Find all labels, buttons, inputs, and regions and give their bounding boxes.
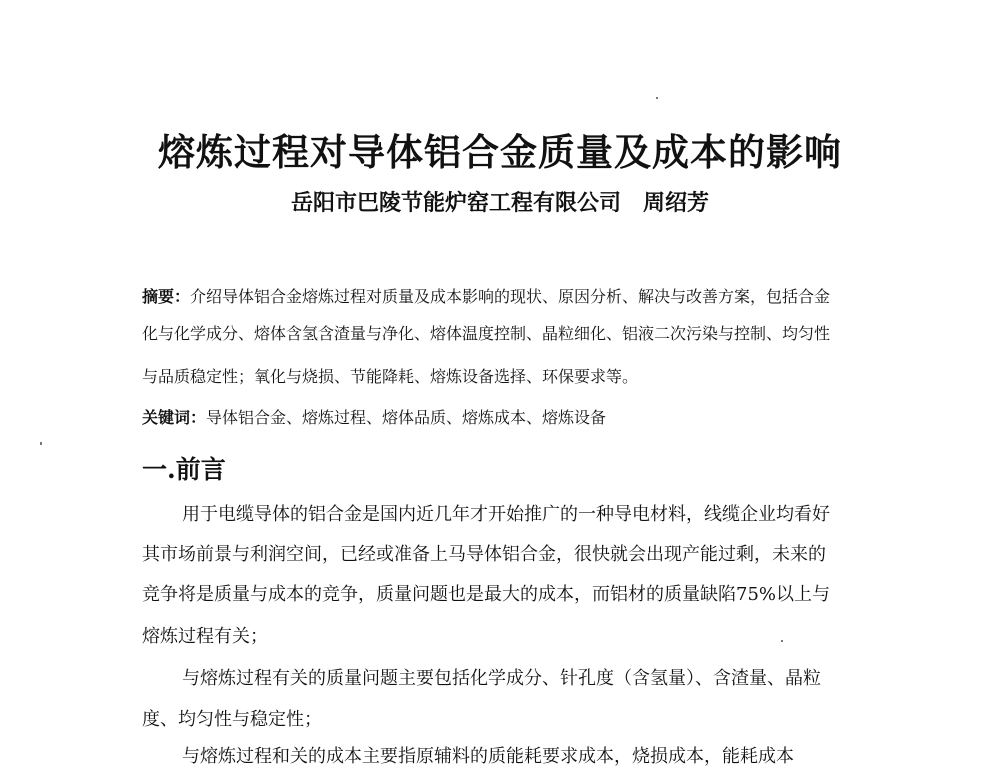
body-line-4: 熔炼过程有关；: [142, 626, 268, 647]
body-line-7: 与熔炼过程和关的成本主要指原辅料的质能耗要求成本，烧损成本，能耗成本: [182, 746, 794, 767]
abstract-line-1: [142, 284, 830, 307]
abstract-line-2: 化与化学成分、熔体含氢含渣量与净化、熔体温度控制、晶粒细化、铝液二次污染与控制、均匀性: [142, 324, 831, 343]
body-line-2: 其市场前景与利润空间，已经或准备上马导体铝合金，很快就会出现产能过剩，未来的: [142, 544, 826, 565]
body-line-1: 用于电缆导体的铝合金是国内近几年才开始推广的一种导电材料，线缆企业均看好: [182, 504, 830, 525]
author-line: [0, 186, 1000, 217]
scan-speck: [40, 442, 42, 445]
body-line-3: 竞争将是质量与成本的竞争，质量问题也是最大的成本，而铝材的质量缺陷75%以上与: [142, 584, 831, 605]
paper-title: 熔炼过程对导体铝合金质量及成本的影响: [158, 131, 842, 174]
section-heading: 一.前言: [142, 455, 226, 484]
author-affiliation: 岳阳市巴陵节能炉窑工程有限公司: [290, 191, 621, 216]
abstract-text-1: 介绍导体铝合金熔炼过程对质量及成本影响的现状、原因分析、解决与改善方案，包括合金: [190, 287, 831, 306]
keywords-line: [142, 405, 606, 428]
scan-speck: [656, 97, 658, 99]
body-line-6: 度、均匀性与稳定性；: [142, 709, 322, 730]
scan-speck: [781, 640, 783, 642]
abstract-line-3: 与品质稳定性；氧化与烧损、节能降耗、熔炼设备选择、环保要求等。: [142, 367, 639, 386]
keywords-text: 导体铝合金、熔炼过程、熔体品质、熔炼成本、熔炼设备: [206, 408, 607, 427]
body-line-5: 与熔炼过程有关的质量问题主要包括化学成分、针孔度（含氢量）、含渣量、晶粒: [182, 668, 821, 689]
author-name: 周绍芳: [643, 191, 710, 216]
abstract-label: 摘要：: [142, 287, 191, 306]
keywords-label: 关键词：: [142, 408, 207, 427]
